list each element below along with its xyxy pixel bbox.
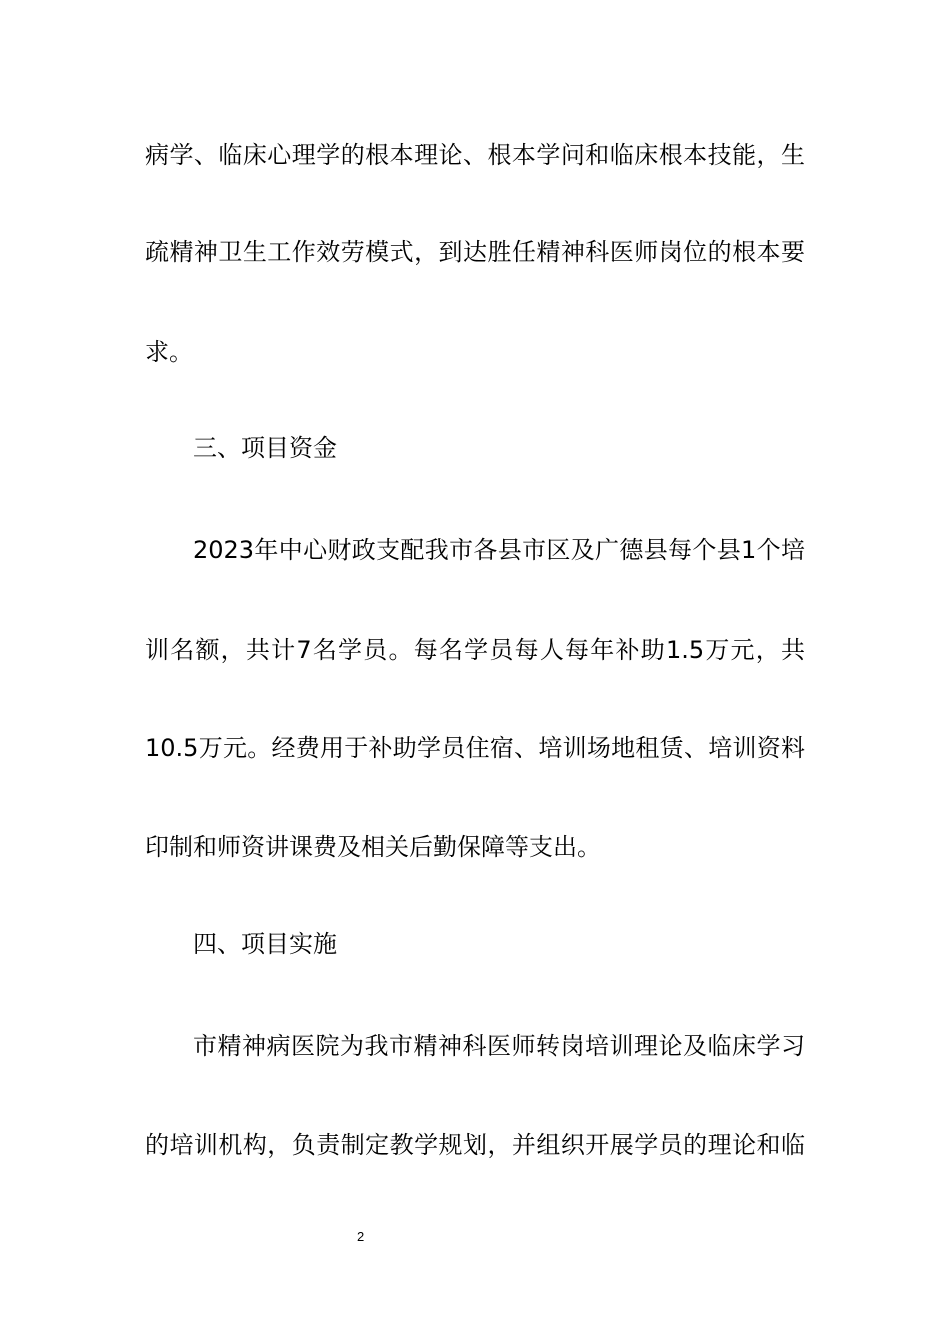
paragraph-line: 训名额，共计7名学员。每名学员每人每年补助1.5万元，共 (145, 636, 805, 664)
paragraph-line: 病学、临床心理学的根本理论、根本学问和临床根本技能，生 (145, 141, 805, 169)
section-heading-implementation: 四、项目实施 (193, 930, 337, 958)
paragraph-line: 求。 (145, 338, 193, 366)
paragraph-line: 疏精神卫生工作效劳模式，到达胜任精神科医师岗位的根本要 (145, 238, 805, 266)
section-heading-funding: 三、项目资金 (193, 434, 337, 462)
paragraph-line: 的培训机构，负责制定教学规划，并组织开展学员的理论和临 (145, 1131, 805, 1159)
page-number: 2 (357, 1229, 365, 1244)
paragraph-line: 10.5万元。经费用于补助学员住宿、培训场地租赁、培训资料 (145, 734, 805, 762)
paragraph-line: 市精神病医院为我市精神科医师转岗培训理论及临床学习 (193, 1032, 805, 1060)
paragraph-line: 印制和师资讲课费及相关后勤保障等支出。 (145, 833, 601, 861)
paragraph-line: 2023年中心财政支配我市各县市区及广德县每个县1个培 (193, 536, 805, 564)
